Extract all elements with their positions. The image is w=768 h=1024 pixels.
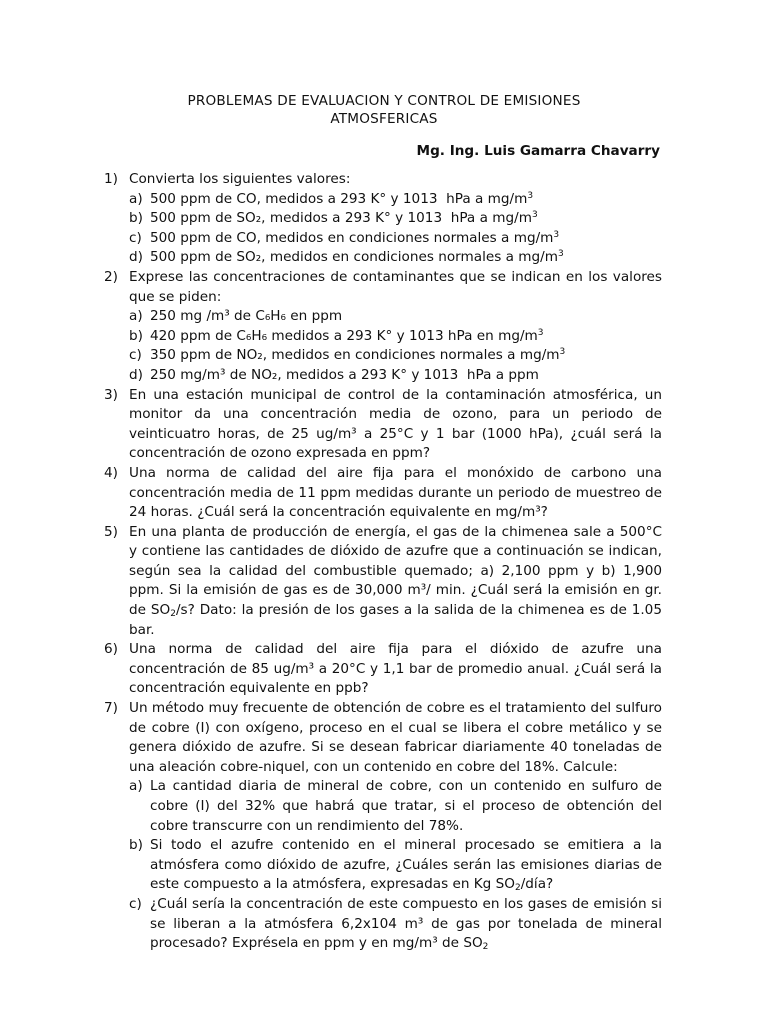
sub-question-letter: b) <box>129 210 143 227</box>
sub-question-text: 500 ppm de SO₂, medidos en condiciones normales a $mg/m^3$ <box>150 249 564 266</box>
sub-question-letter: b) <box>129 327 143 344</box>
sub-question-letter: a) <box>129 308 143 325</box>
sub-question <box>129 836 662 895</box>
problem-item <box>104 464 662 523</box>
sub-question-list <box>129 190 662 268</box>
problem-number: 3) <box>104 386 118 403</box>
sub-question-letter: a) <box>129 778 143 795</box>
sub-question-letter: c) <box>129 347 142 364</box>
document-title <box>100 92 668 128</box>
sub-question-letter: c) <box>129 895 142 912</box>
sub-question <box>129 248 662 268</box>
problem-text: Un método muy frecuente de obtención de cobre es el tratamiento del sulfuro de cobre (I) con oxígeno, proceso en el cual se libera el cobre metálico y se genera dióxido de azufre. Si se desean fabricar diariamente 40 toneladas de una aleación cobre-niquel, con un contenido en cobre del 18%. Calcule: <box>129 700 662 775</box>
sub-question <box>129 229 662 249</box>
problem-text: Exprese las concentraciones de contaminantes que se indican en los valores que se piden: <box>129 268 662 305</box>
problem-item <box>104 386 662 464</box>
sub-question <box>129 366 662 386</box>
sub-question-text: 500 ppm de CO, medidos en condiciones normales a $mg/m^3$ <box>150 229 560 246</box>
problem-text: Una norma de calidad del aire fija para el monóxido de carbono una concentración media de 11 ppm medidas durante un periodo de muestreo de 24 horas. ¿Cuál será la concentración equivalente en mg/m³? <box>129 464 662 521</box>
sub-question-list <box>129 307 662 385</box>
title-line-1: PROBLEMAS DE EVALUACION Y CONTROL DE EMISIONES <box>187 93 581 109</box>
sub-question-text: ¿Cuál sería la concentración de este compuesto en los gases de emisión si se liberan a la atmósfera 6,2x104 m³ de gas por tonelada de mineral procesado? Exprésela en ppm y en mg/m³ de $SO_2$ <box>150 895 662 953</box>
sub-question-letter: c) <box>129 229 142 246</box>
sub-question <box>129 895 662 954</box>
sub-question <box>129 209 662 229</box>
problem-text: En una estación municipal de control de la contaminación atmosférica, un monitor da una concentración media de ozono, para un periodo de veinticuatro horas, de 25 ug/m³ a 25°C y 1 bar (1000 hPa), ¿cuál será la concentración de ozono expresada en ppm? <box>129 386 662 462</box>
author-name: Mg. Ing. Luis Gamarra Chavarry <box>416 143 660 159</box>
problem-number: 4) <box>104 464 118 481</box>
sub-question-text: 420 ppm de C₆H₆ medidos a 293 K° y 1013 hPa en $mg/m^3$ <box>150 327 544 344</box>
sub-question-text: 350 ppm de NO₂, medidos en condiciones normales a $mg/m^3$ <box>150 347 566 364</box>
title-line-2: ATMOSFERICAS <box>330 111 438 127</box>
problem-item <box>104 699 662 954</box>
sub-question-list <box>129 777 662 953</box>
problem-number: 5) <box>104 523 118 540</box>
problem-item <box>104 268 662 386</box>
sub-question-letter: d) <box>129 249 143 266</box>
problem-item <box>104 640 662 699</box>
sub-question <box>129 307 662 327</box>
problem-number: 6) <box>104 641 118 658</box>
problem-number: 1) <box>104 171 118 187</box>
problem-number: 7) <box>104 700 118 717</box>
sub-question-text: 500 ppm de CO, medidos a 293 K° y 1013 hPa a $mg/m^3$ <box>150 190 534 207</box>
sub-question-text: 250 mg/m³ de NO₂, medidos a 293 K° y 1013 hPa a ppm <box>150 366 539 383</box>
problem-text: En una planta de producción de energía, el gas de la chimenea sale a 500°C y contiene las cantidades de dióxido de azufre que a continuación se indican, según sea la calidad del combustible quemado; a) 2,100 ppm y b) 1,900 ppm. Si la emisión de gas es de 30,000 m³/ min. ¿Cuál será la emisión en gr. de $SO_2/s$? Dato: la presión de los gases a la salida de la chimenea es de 1.05 bar. <box>129 523 662 638</box>
sub-question <box>129 346 662 366</box>
sub-question-text: Si todo el azufre contenido en el mineral procesado se emitiera a la atmósfera como dióxido de azufre, ¿Cuáles serán las emisiones diarias de este compuesto a la atmósfera, expresadas en Kg $SO_2$/día? <box>150 837 662 894</box>
problem-item <box>104 523 662 641</box>
sub-question-letter: a) <box>129 190 143 207</box>
problem-number: 2) <box>104 268 118 285</box>
sub-question-text: 250 mg /m³ de C₆H₆ en ppm <box>150 308 343 325</box>
sub-question <box>129 190 662 210</box>
sub-question <box>129 777 662 836</box>
sub-question-text: La cantidad diaria de mineral de cobre, con un contenido en sulfuro de cobre (I) del 32% que habrá que tratar, si el proceso de obtención del cobre transcurre con un rendimiento del 78%. <box>150 778 662 834</box>
sub-question <box>129 327 662 347</box>
sub-question-letter: d) <box>129 366 143 383</box>
problem-text: Convierta los siguientes valores: <box>129 171 351 187</box>
sub-question-letter: b) <box>129 837 143 854</box>
problem-list <box>104 170 662 954</box>
problem-text: Una norma de calidad del aire fija para el dióxido de azufre una concentración de 85 ug/m³ a 20°C y 1,1 bar de promedio anual. ¿Cuál será la concentración equivalente en ppb? <box>129 641 662 697</box>
sub-question-text: 500 ppm de SO₂, medidos a 293 K° y 1013 hPa a $mg/m^3$ <box>150 210 538 227</box>
problem-item <box>104 170 662 268</box>
